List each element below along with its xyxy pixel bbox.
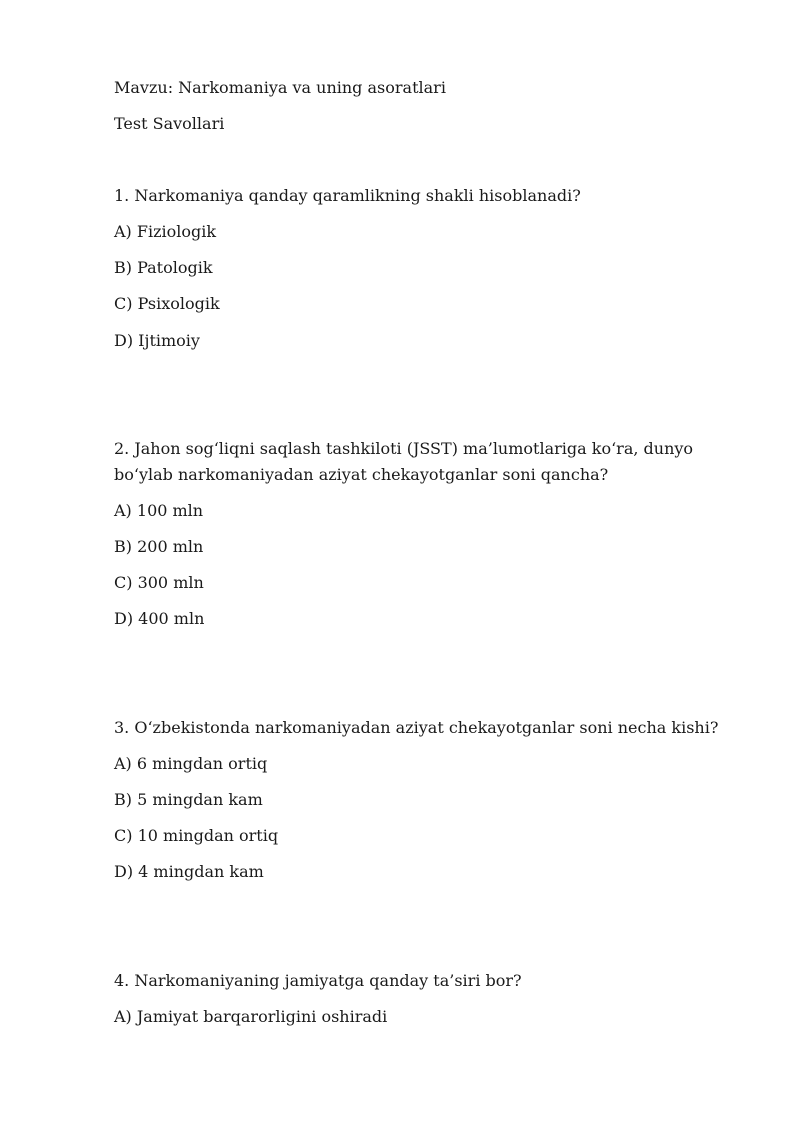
question-2-option-c: C) 300 mln <box>114 573 204 592</box>
question-1-option-c: C) Psixologik <box>114 294 220 313</box>
question-4-option-a: A) Jamiyat barqarorligini oshiradi <box>114 1007 388 1026</box>
question-4-text: 4. Narkomaniyaning jamiyatga qanday ta’siri bor? <box>114 971 522 990</box>
question-1-text: 1. Narkomaniya qanday qaramlikning shakli hisoblanadi? <box>114 186 581 205</box>
question-2-option-d: D) 400 mln <box>114 609 205 628</box>
question-2-option-a: A) 100 mln <box>114 501 204 520</box>
question-1-option-d: D) Ijtimoiy <box>114 331 200 350</box>
question-3-option-d: D) 4 mingdan kam <box>114 862 264 881</box>
question-2-text: 2. Jahon sog‘liqni saqlash tashkiloti (JSST) ma’lumotlariga ko‘ra, dunyo bo‘ylab narkomaniyadan aziyat chekayotganlar soni qancha? <box>114 439 694 484</box>
question-1-option-a: A) Fiziologik <box>114 222 217 241</box>
question-3-option-c: C) 10 mingdan ortiq <box>114 826 279 845</box>
document-topic: Mavzu: Narkomaniya va uning asoratlari <box>114 78 446 97</box>
question-3-option-a: A) 6 mingdan ortiq <box>114 754 268 773</box>
question-3-text: 3. O‘zbekistonda narkomaniyadan aziyat chekayotganlar soni necha kishi? <box>114 718 719 737</box>
question-1-option-b: B) Patologik <box>114 258 213 277</box>
question-3-option-b: B) 5 mingdan kam <box>114 790 263 809</box>
question-2-option-b: B) 200 mln <box>114 537 204 556</box>
document-subtitle: Test Savollari <box>114 114 225 133</box>
